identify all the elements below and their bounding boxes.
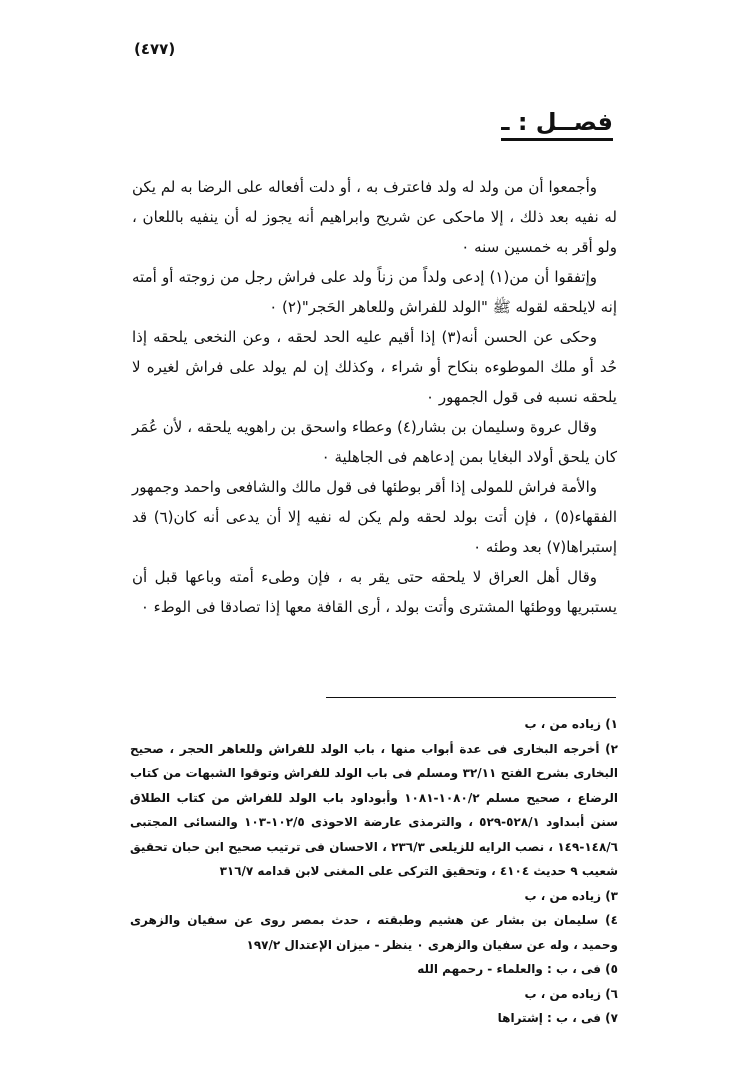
section-heading: فصــل : ـ — [501, 108, 613, 141]
footnote: ٢) أخرجه البخارى فى عدة أبواب منها ، باب الولد للفراش وللعاهر الحجر ، صحيح البخارى بشرح الفتح ٣٢/١١ ومسلم فى باب الولد للفراش وتوقوا الشبهات من كتاب الرضاع ، صحيح مسلم ١٠٨٠/٢-١٠٨١ وأبوداود باب الولد للفراش من كتاب الطلاق سنن أبىداود ٥٢٨/١-٥٢٩ ، والترمذى عارضة الاحوذى ١٠٢/٥-١٠٣ والنسائى المجتبى ١٤٨/٦-١٤٩ ، نصب الرايه للزيلعى ٢٣٦/٣ ، الاحسان فى ترتيب صحيح ابن حبان تحقيق شعيب ٩ حديث ٤١٠٤ ، وتحقيق التركى على المغنى لابن قدامه ٣١٦/٧ — [130, 741, 619, 878]
paragraph: وقال أهل العراق لا يلحقه حتى يقر به ، فإن وطىء أمته وباعها قبل أن يستبريها ووطئها المشترى وأتت بولد ، أرى القافة معها إذا تصادقا فى الوطء ٠ — [132, 568, 617, 616]
footnote: ٧) فى ، ب : إشتراها — [497, 1011, 618, 1025]
paragraph: والأمة فراش للمولى إذا أقر بوطئها فى قول مالك والشافعى واحمد وجمهور الفقهاء(٥) ، فإن أتت بولد لحقه ولم يكن له نفيه إلا أن يدعى أنه كان(٦) قد إستبراها(٧) بعد وطئه ٠ — [132, 478, 617, 556]
page-number: (٤٧٧) — [134, 40, 176, 58]
paragraph: وإتفقوا أن من(١) إدعى ولداً من زناً ولد على فراش رجل من زوجته أو أمته إنه لايلحقه لقوله ﷺ "الولد للفراش وللعاهر الحَجر"(٢) ٠ — [132, 268, 617, 316]
footnotes — [130, 712, 618, 1031]
footnote: ٤) سليمان بن بشار عن هشيم وطبقته ، حدث بمصر روى عن سفيان والزهرى وحميد ، وله عن سفيان والزهرى ٠ ينظر - ميزان الإعتدال ١٩٧/٢ — [130, 913, 618, 952]
main-text — [132, 172, 617, 622]
footnote: ١) زياده من ، ب — [524, 717, 618, 731]
footnote: ٥) فى ، ب : والعلماء - رحمهم الله — [417, 962, 618, 976]
footnote: ٦) زياده من ، ب — [524, 986, 618, 1001]
paragraph: وحكى عن الحسن أنه(٣) إذا أقيم عليه الحد لحقه ، وعن النخعى يلحقه إذا حُد أو ملك الموطوءه بنكاح أو شراء ، وكذلك إن لم يولد على فراش لغيره لا يلحقه نسبه فى قول الجمهور ٠ — [132, 328, 617, 406]
paragraph: وقال عروة وسليمان بن بشار(٤) وعطاء واسحق بن راهويه يلحقه ، لأن عُمَر كان يلحق أولاد البغايا بمن إدعاهم فى الجاهلية ٠ — [132, 418, 617, 466]
footnote: ٣) زياده من ، ب — [524, 888, 618, 903]
paragraph: وأجمعوا أن من ولد له ولد فاعترف به ، أو دلت أفعاله على الرضا به لم يكن له نفيه بعد ذلك ، إلا ماحكى عن شريح وابراهيم أنه يجوز له أن ينفيه باللعان ، ولو أقر به خمسين سنه ٠ — [132, 178, 617, 256]
footnote-separator — [326, 697, 616, 698]
